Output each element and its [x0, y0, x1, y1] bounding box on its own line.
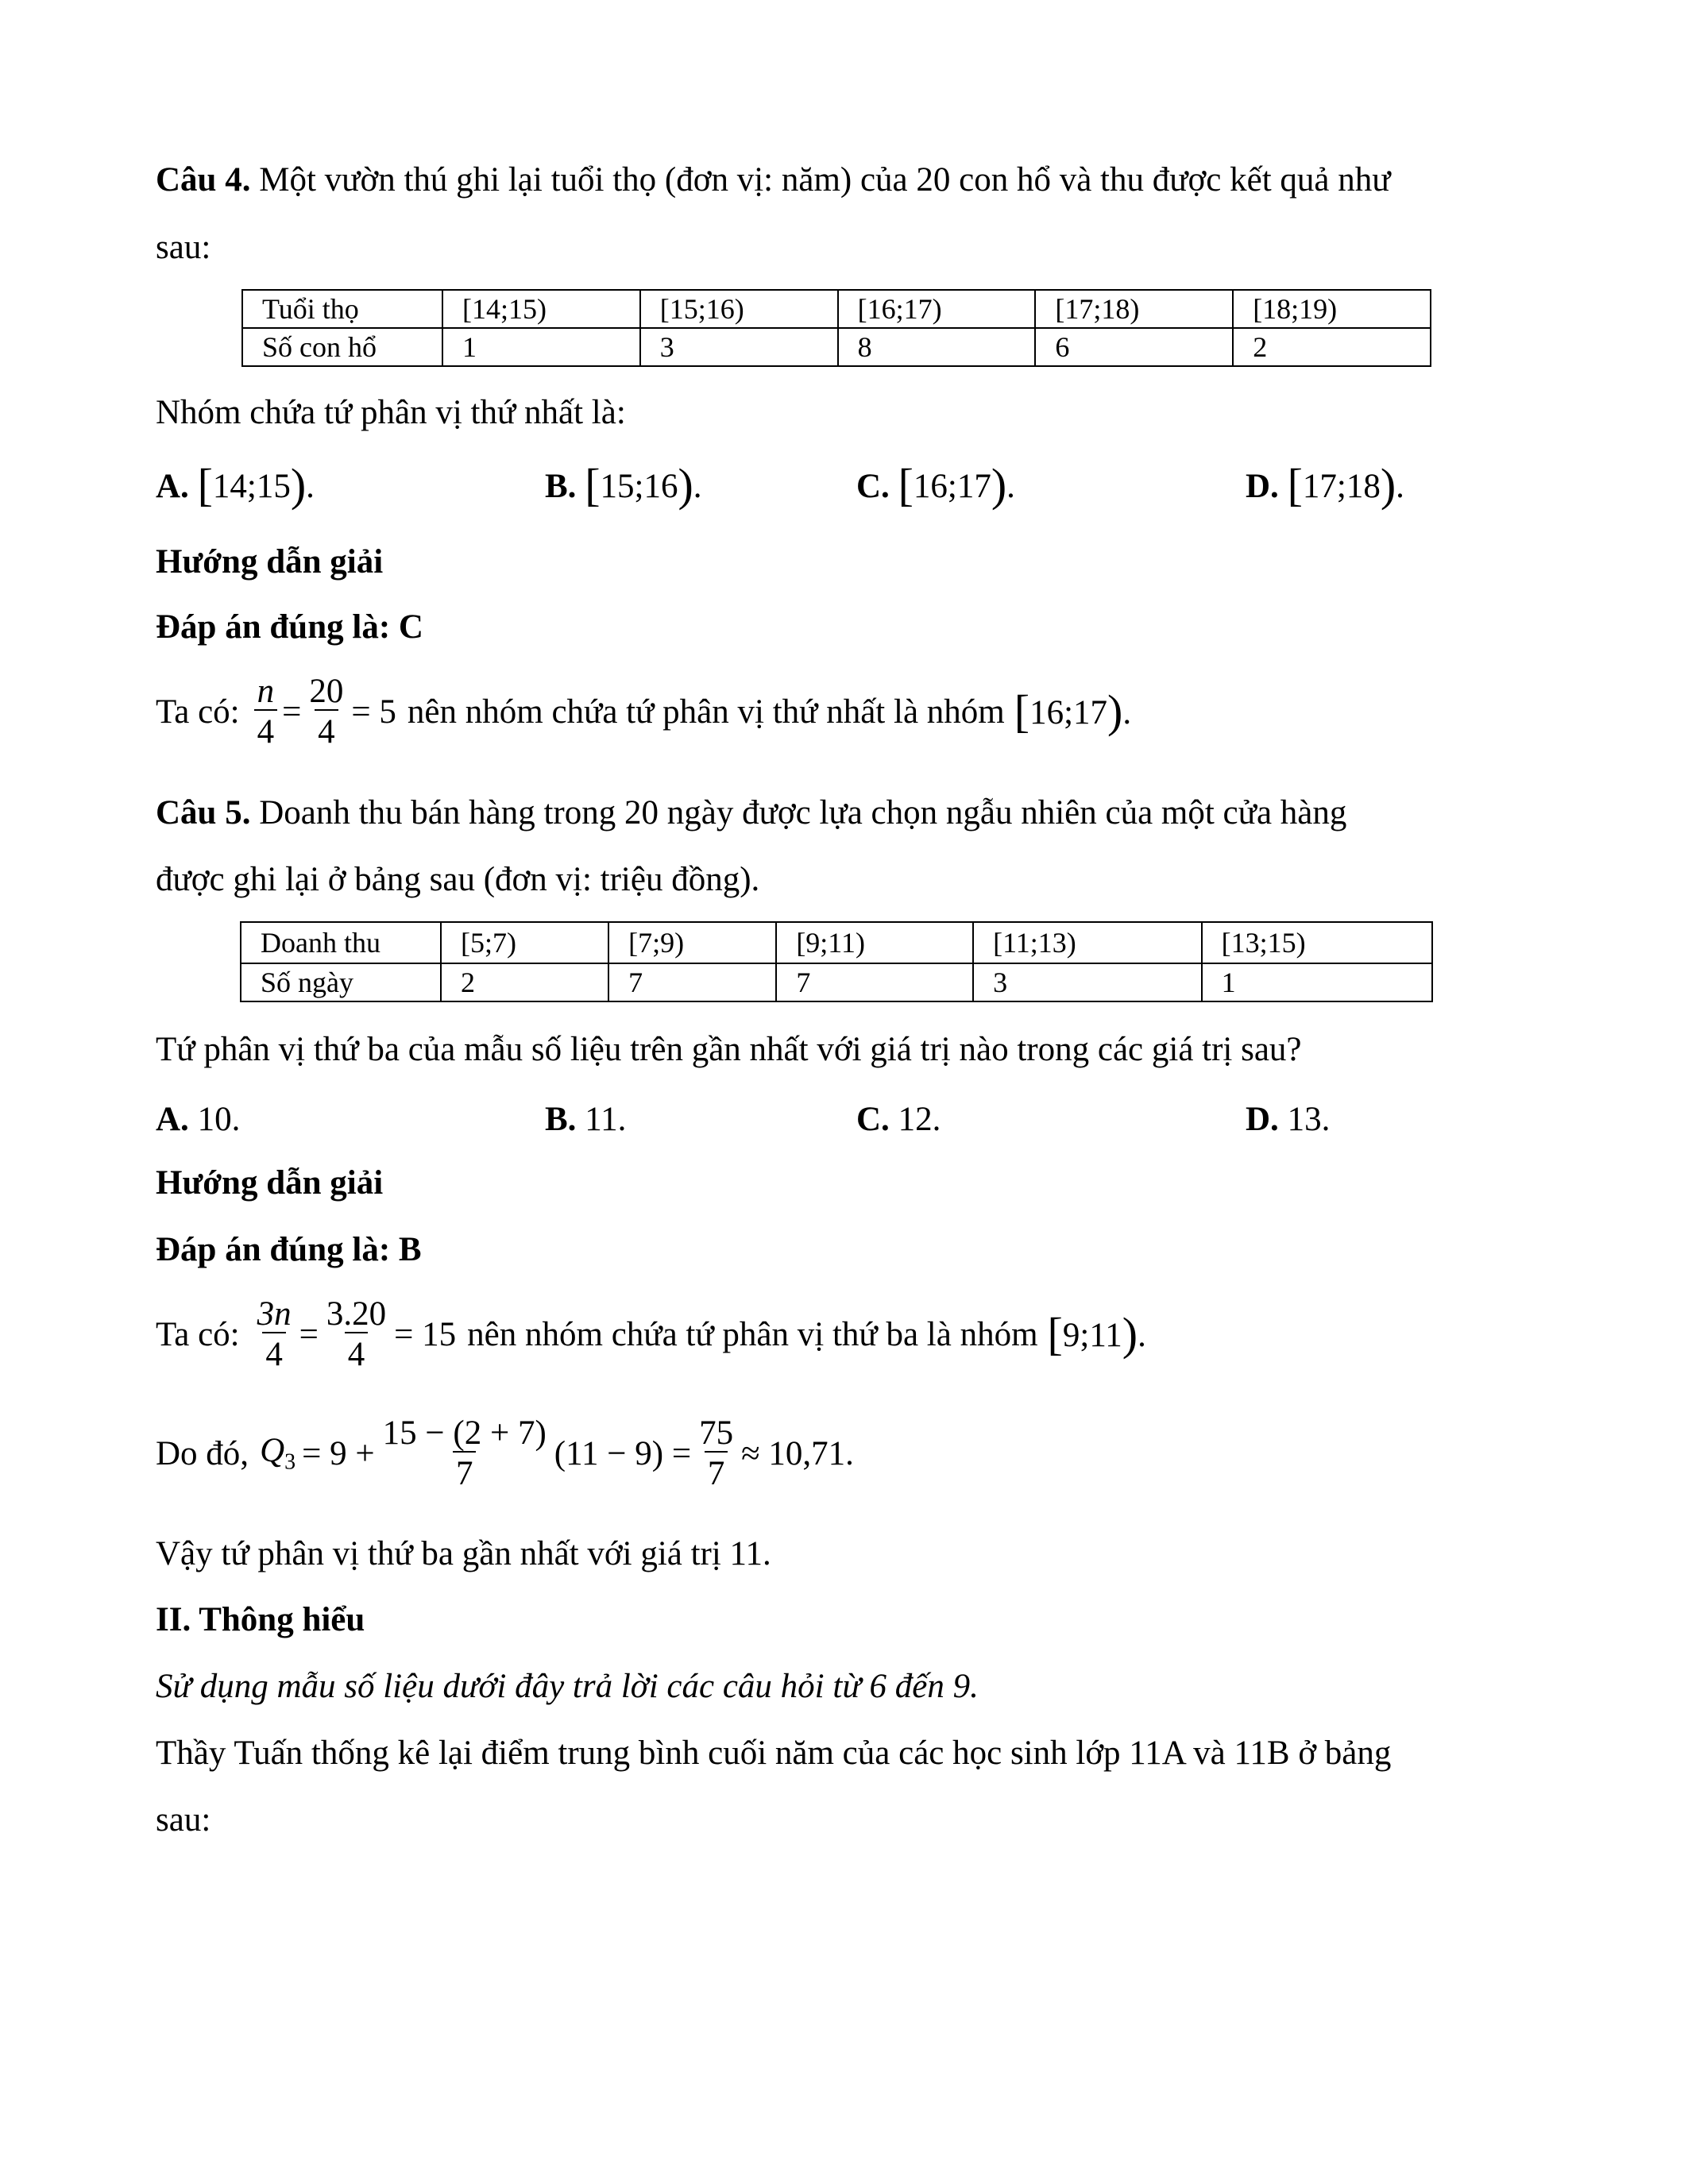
- q4-answer: Đáp án đúng là: C: [156, 608, 423, 646]
- table-cell: [9;11): [776, 922, 973, 963]
- numerator: 3n: [257, 1295, 292, 1333]
- solution-text: nên nhóm chứa tứ phân vị thứ ba là nhóm: [467, 1315, 1038, 1353]
- table-cell: [17;18): [1035, 290, 1233, 328]
- q4-label: Câu 4.: [156, 161, 251, 199]
- table-cell: 6: [1035, 328, 1233, 366]
- q4-question: Nhóm chứa tứ phân vị thứ nhất là:: [156, 394, 626, 431]
- numerator: 3.20: [326, 1295, 387, 1333]
- numerator: 75: [699, 1414, 734, 1452]
- solution-text: nên nhóm chứa tứ phân vị thứ nhất là nhóm: [407, 693, 1005, 731]
- option-value: 17;18: [1302, 468, 1381, 505]
- option-value: 15;16: [600, 468, 678, 505]
- denominator: 4: [262, 1332, 286, 1372]
- table-row: [241, 922, 1432, 963]
- q4-solution: Ta có: $\frac{n}{4}$ = $\frac{20}{4}$ = 5 nên nhóm chứa tứ phân vị thứ nhất là nhóm [16;17).: [156, 673, 1132, 751]
- table-cell: [18;19): [1233, 290, 1431, 328]
- q4-option-b[interactable]: B. [15;16).: [545, 459, 702, 511]
- table-cell: [5;7): [441, 922, 608, 963]
- table-header-cell: Số ngày: [241, 963, 441, 1001]
- solution-group: 9;11: [1062, 1317, 1122, 1355]
- option-label: B.: [545, 1101, 577, 1138]
- formula-approx: ≈ 10,71.: [741, 1434, 854, 1472]
- q5-solution: Ta có: $\frac{3n}{4}$ = $\frac{3.20}{4}$ = 15 nên nhóm chứa tứ phân vị thứ ba là nhóm [9;11).: [156, 1295, 1146, 1374]
- q5-table: [240, 921, 1433, 1002]
- q5-text: Doanh thu bán hàng trong 20 ngày được lựa chọn ngẫu nhiên của một cửa hàng: [259, 794, 1347, 832]
- option-value: 10.: [197, 1101, 241, 1138]
- q4-option-c[interactable]: C. [16;17).: [856, 459, 1015, 511]
- option-value: 16;17: [913, 468, 991, 505]
- numerator: 15 − (2 + 7): [382, 1414, 547, 1452]
- q4-table: [241, 289, 1431, 367]
- option-label: C.: [856, 468, 890, 505]
- q5-q3-formula: [156, 1415, 854, 1491]
- option-value: 12.: [898, 1101, 941, 1138]
- q5-question: Tứ phân vị thứ ba của mẫu số liệu trên gần nhất với giá trị nào trong các giá trị sau?: [156, 1031, 1302, 1068]
- table-cell: 1: [442, 328, 640, 366]
- option-value: 13.: [1287, 1101, 1331, 1138]
- table-header-cell: Số con hổ: [242, 328, 442, 366]
- section-text: Thầy Tuấn thống kê lại điểm trung bình cuối năm của các học sinh lớp 11A và 11B ở bảng: [156, 1734, 1392, 1772]
- table-cell: [14;15): [442, 290, 640, 328]
- table-header-cell: Tuổi thọ: [242, 290, 442, 328]
- solution-prefix: Ta có:: [156, 693, 240, 731]
- fraction: [696, 1415, 736, 1491]
- section-note: Sử dụng mẫu số liệu dưới đây trả lời các câu hỏi từ 6 đến 9.: [156, 1668, 979, 1705]
- q4-text: Một vườn thú ghi lại tuổi thọ (đơn vị: năm) của 20 con hổ và thu được kết quả như: [259, 161, 1391, 199]
- denominator: 4: [345, 1332, 369, 1372]
- option-label: D.: [1246, 1101, 1279, 1138]
- q3-subscript: 3: [284, 1449, 296, 1475]
- option-label: A.: [156, 468, 189, 505]
- fraction: [306, 673, 346, 750]
- table-cell: [11;13): [973, 922, 1201, 963]
- numerator: n: [257, 673, 275, 710]
- section-text-cont: sau:: [156, 1801, 211, 1839]
- result: = 15: [394, 1315, 457, 1353]
- q3-var-letter: Q: [260, 1431, 285, 1469]
- option-label: A.: [156, 1101, 189, 1138]
- option-label: D.: [1246, 468, 1279, 505]
- table-cell: [15;16): [640, 290, 838, 328]
- q5-answer: Đáp án đúng là: B: [156, 1231, 422, 1268]
- table-cell: 7: [608, 963, 776, 1001]
- option-label: B.: [545, 468, 577, 505]
- q5-statement-cont: được ghi lại ở bảng sau (đơn vị: triệu đồng).: [156, 861, 760, 898]
- table-cell: 7: [776, 963, 973, 1001]
- table-row: [242, 328, 1431, 366]
- table-row: [241, 963, 1432, 1001]
- denominator: 4: [315, 709, 338, 750]
- table-cell: [13;15): [1202, 922, 1432, 963]
- q5-guide-title: Hướng dẫn giải: [156, 1164, 384, 1202]
- formula-lhs: = 9 +: [302, 1434, 375, 1472]
- formula-prefix: Do đó,: [156, 1434, 249, 1472]
- formula-mult: (11 − 9) =: [554, 1434, 692, 1472]
- numerator: 20: [309, 673, 344, 710]
- option-value: 14;15: [212, 468, 291, 505]
- table-cell: [7;9): [608, 922, 776, 963]
- fraction: [380, 1415, 550, 1491]
- fraction: [254, 673, 278, 750]
- denominator: 7: [705, 1451, 728, 1491]
- q5-option-c[interactable]: [856, 1102, 941, 1136]
- table-cell: 2: [441, 963, 608, 1001]
- solution-group: 16;17: [1029, 694, 1108, 732]
- q4-statement: [156, 163, 1391, 197]
- option-value: 11.: [585, 1101, 627, 1138]
- q5-option-a[interactable]: [156, 1102, 240, 1136]
- q5-option-b[interactable]: [545, 1102, 626, 1136]
- option-label: C.: [856, 1101, 890, 1138]
- q5-conclusion: Vậy tứ phân vị thứ ba gần nhất với giá trị 11.: [156, 1535, 771, 1572]
- denominator: 7: [453, 1451, 477, 1491]
- table-row: [242, 290, 1431, 328]
- table-cell: 2: [1233, 328, 1431, 366]
- q4-guide-title: Hướng dẫn giải: [156, 543, 384, 581]
- result: = 5: [351, 693, 396, 731]
- denominator: 4: [254, 709, 278, 750]
- table-cell: 1: [1202, 963, 1432, 1001]
- q5-label: Câu 5.: [156, 794, 251, 832]
- fraction: [254, 1296, 295, 1372]
- table-cell: 8: [838, 328, 1036, 366]
- solution-prefix: Ta có:: [156, 1315, 240, 1353]
- q3-variable: [260, 1433, 295, 1474]
- table-cell: [16;17): [838, 290, 1036, 328]
- q5-option-d[interactable]: [1246, 1102, 1330, 1136]
- fraction: [323, 1296, 389, 1372]
- q4-option-a[interactable]: A. [14;15).: [156, 459, 315, 511]
- table-cell: 3: [973, 963, 1201, 1001]
- q5-statement: [156, 796, 1346, 830]
- table-cell: 3: [640, 328, 838, 366]
- q4-option-d[interactable]: D. [17;18).: [1246, 459, 1404, 511]
- section-title: II. Thông hiểu: [156, 1601, 365, 1638]
- q4-statement-cont: sau:: [156, 229, 211, 266]
- table-header-cell: Doanh thu: [241, 922, 441, 963]
